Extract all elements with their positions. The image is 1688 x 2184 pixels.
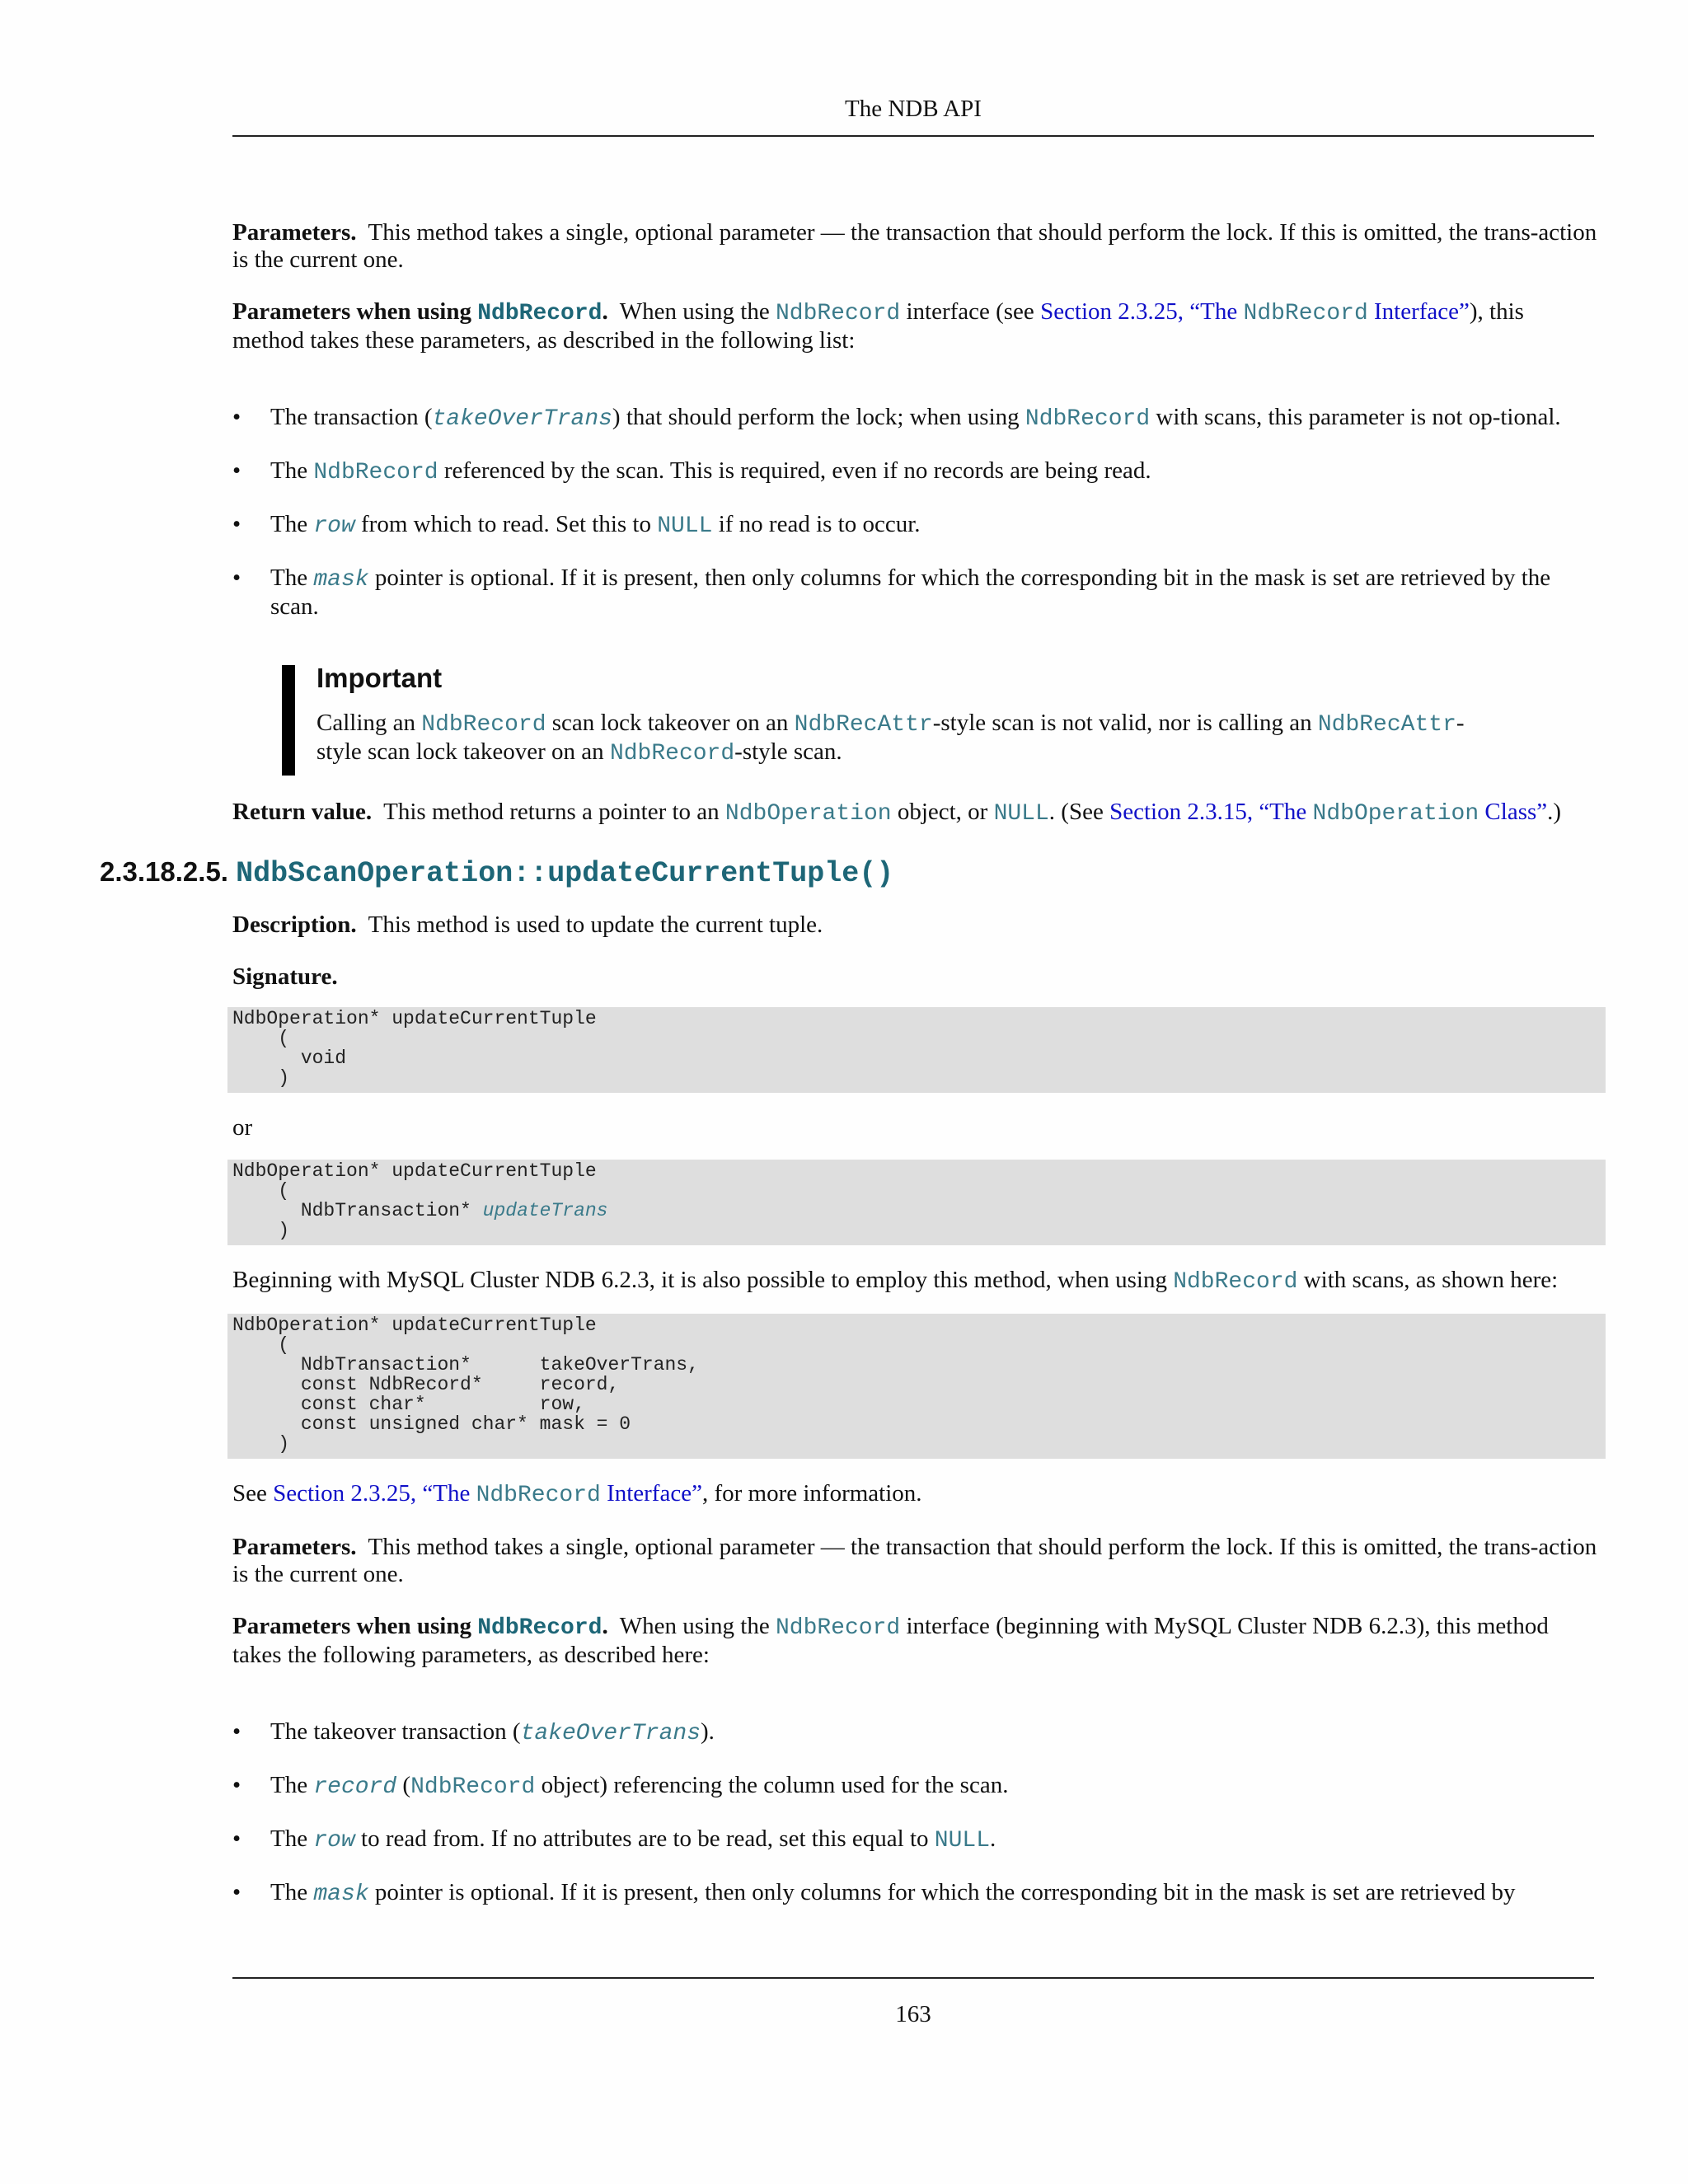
text: with scans, this parameter is not op-tional. (1156, 404, 1561, 430)
text: When using the (619, 298, 770, 325)
text: The (270, 1879, 308, 1905)
spacer (232, 1694, 1601, 1718)
ndbrecord-parameters-paragraph (232, 298, 1601, 354)
list-item (232, 1772, 1601, 1801)
inline-code: NdbRecord (313, 460, 438, 485)
text: object, or (897, 799, 988, 825)
page-number: 163 (895, 2001, 931, 2027)
text: with scans, as shown here: (1303, 1267, 1559, 1293)
list-item (232, 1718, 1601, 1747)
inline-code: NdbRecAttr (794, 712, 933, 738)
footer-rule (232, 1977, 1594, 1979)
link-text[interactable]: Interface” (607, 1480, 702, 1507)
bullet: • (232, 404, 241, 430)
text: from which to read. Set this to (361, 511, 651, 537)
inline-code: NdbRecord (1025, 406, 1151, 432)
important-bar (282, 665, 295, 776)
text: Beginning with MySQL Cluster NDB 6.2.3, it is also possible to employ this method, when using (232, 1267, 1167, 1293)
param-code: mask (313, 567, 369, 593)
text: . (See (1048, 799, 1104, 825)
text: scan lock takeover on an (551, 710, 789, 736)
parameters-text: This method takes a single, optional parameter — the transaction that should perform the lock. If this is omitted, the trans-action is the current one. (232, 1534, 1597, 1587)
see-paragraph (232, 1480, 1601, 1509)
text: The (270, 457, 308, 484)
code-line: ( (232, 1334, 290, 1356)
text: pointer is optional. If it is present, then only columns for which the corresponding bit in the mask is set are retrieved by (374, 1879, 1516, 1905)
text: if no read is to occur. (718, 511, 921, 537)
text: See (232, 1480, 267, 1507)
header-rule (232, 135, 1594, 137)
link-text[interactable]: Section 2.3.25, “The (273, 1480, 471, 1507)
or-paragraph: or (232, 1114, 253, 1141)
text: -style scan. (734, 738, 842, 765)
code-line: NdbOperation* updateCurrentTuple (232, 1008, 597, 1029)
code-block-signature-3 (227, 1314, 1606, 1459)
label-dot: . (602, 298, 608, 325)
inline-code: NdbRecord (609, 741, 735, 766)
label-text: Parameters when using (232, 298, 471, 325)
param-code: row (313, 1828, 355, 1854)
link-code[interactable]: NdbRecord (1243, 301, 1368, 326)
text: The transaction ( (270, 404, 433, 430)
important-heading: Important (316, 663, 443, 693)
text: ) that should perform the lock; when using (612, 404, 1020, 430)
param-code: record (313, 1774, 397, 1800)
text: pointer is optional. If it is present, then only columns for which the corresponding bit in the mask is set are retrieved by the scan. (270, 565, 1551, 620)
description-label: Description. (232, 912, 357, 938)
bullet: • (232, 565, 241, 591)
text: ( (402, 1772, 411, 1798)
parameters-paragraph (232, 219, 1601, 274)
code-param: updateTrans (482, 1200, 608, 1221)
page-content (100, 219, 1601, 1936)
description-text: This method is used to update the current tuple. (368, 912, 823, 938)
parameter-list-2 (232, 1718, 1601, 1908)
code-line: ( (232, 1028, 290, 1049)
section-link-ndbrecord-interface-2[interactable] (273, 1480, 702, 1507)
text: interface (beginning with MySQL Cluster NDB 6.2.3), this method takes the following parameters, as described here: (232, 1613, 1549, 1668)
important-note (282, 662, 1495, 769)
beginning-paragraph (232, 1267, 1601, 1296)
list-item (232, 565, 1601, 621)
signature-paragraph (232, 963, 1601, 991)
code-line: ) (232, 1220, 290, 1241)
param-code: takeOverTrans (432, 406, 612, 432)
text: object) referencing the column used for the scan. (541, 1772, 1009, 1798)
text: interface (see (906, 298, 1034, 325)
code-line: NdbOperation* updateCurrentTuple (232, 1160, 597, 1182)
list-item (232, 1879, 1601, 1908)
link-text[interactable]: Interface” (1374, 298, 1470, 325)
inline-code: NdbOperation (724, 801, 892, 827)
label-text: Parameters when using (232, 1613, 471, 1639)
bullet: • (232, 1772, 241, 1798)
label-code: NdbRecord (477, 301, 603, 326)
ndbrecord-parameters-label (232, 298, 608, 325)
text: This method returns a pointer to an (383, 799, 720, 825)
link-text[interactable]: Class” (1484, 799, 1548, 825)
return-value-label: Return value. (232, 799, 373, 825)
code-line: NdbTransaction* takeOverTrans, (232, 1354, 699, 1376)
text: When using the (619, 1613, 770, 1639)
inline-code: NdbRecord (775, 1615, 901, 1641)
code-line: ) (232, 1067, 290, 1089)
return-value-paragraph (232, 799, 1601, 827)
link-text[interactable]: Section 2.3.15, “The (1109, 799, 1307, 825)
code-line: ( (232, 1180, 290, 1202)
important-text (316, 710, 1495, 767)
spacer (232, 379, 1601, 404)
inline-code: NdbRecord (1173, 1269, 1298, 1295)
signature-label: Signature. (232, 963, 338, 990)
inline-code: NULL (657, 513, 713, 539)
ndbrecord-parameters-label (232, 1613, 608, 1639)
code-line: ) (232, 1433, 290, 1455)
param-code: mask (313, 1882, 369, 1907)
text: referenced by the scan. This is required, even if no records are being read. (443, 457, 1151, 484)
text: The (270, 1772, 308, 1798)
parameters-label: Parameters. (232, 219, 357, 246)
inline-code: NdbRecAttr (1317, 712, 1456, 738)
parameter-list (232, 404, 1601, 621)
list-item (232, 511, 1601, 540)
code-line: const NdbRecord* record, (232, 1374, 620, 1395)
param-code: takeOverTrans (520, 1721, 701, 1746)
text: ), this method takes these parameters, as described in the following list: (232, 298, 1524, 354)
text: to read from. If no attributes are to be read, set this equal to (361, 1825, 929, 1852)
parameters-paragraph-2 (232, 1534, 1601, 1588)
text: -style scan is not valid, nor is calling an (932, 710, 1312, 736)
inline-code: NULL (934, 1828, 990, 1854)
text: , for more information. (701, 1480, 922, 1507)
bullet: • (232, 1825, 241, 1852)
label-dot: . (602, 1613, 608, 1639)
text: -style scan lock takeover on an (316, 710, 1465, 765)
text: The (270, 565, 308, 591)
text: The (270, 511, 308, 537)
inline-code: NdbRecord (410, 1774, 536, 1800)
code-line: void (232, 1047, 347, 1069)
text: The takeover transaction ( (270, 1718, 521, 1745)
section-link-ndboperation-class[interactable] (1109, 799, 1547, 825)
bullet: • (232, 1718, 241, 1745)
code-line: const unsigned char* mask = 0 (232, 1413, 631, 1435)
text: ). (701, 1718, 715, 1745)
text: . (990, 1825, 996, 1852)
inline-code: NULL (993, 801, 1049, 827)
list-item (232, 404, 1601, 433)
label-code: NdbRecord (477, 1615, 603, 1641)
text: .) (1547, 799, 1562, 825)
bullet: • (232, 511, 241, 537)
inline-code: NdbRecord (421, 712, 546, 738)
running-header: The NDB API (845, 96, 982, 122)
code-block-signature-1 (227, 1007, 1606, 1093)
list-item (232, 457, 1601, 486)
section-number: 2.3.18.2.5. (100, 856, 228, 887)
section-heading (100, 855, 1468, 890)
param-code: row (313, 513, 355, 539)
section-link-ndbrecord-interface[interactable] (1040, 298, 1470, 325)
code-line: NdbOperation* updateCurrentTuple (232, 1315, 597, 1336)
code-line: const char* row, (232, 1394, 585, 1415)
code-block-signature-2 (227, 1160, 1606, 1245)
bullet: • (232, 1879, 241, 1905)
link-text[interactable]: Section 2.3.25, “The (1040, 298, 1238, 325)
inline-code: NdbRecord (775, 301, 901, 326)
code-line: NdbTransaction* (232, 1200, 483, 1221)
parameters-text: This method takes a single, optional parameter — the transaction that should perform the lock. If this is omitted, the trans-action is the current one. (232, 219, 1597, 273)
description-paragraph (232, 912, 1601, 939)
list-item (232, 1825, 1601, 1854)
ndbrecord-parameters-paragraph-2 (232, 1613, 1601, 1669)
text: Calling an (316, 710, 416, 736)
text: The (270, 1825, 308, 1852)
link-code[interactable]: NdbRecord (476, 1483, 601, 1508)
bullet: • (232, 457, 241, 484)
parameters-label: Parameters. (232, 1534, 357, 1560)
section-title: NdbScanOperation::updateCurrentTuple() (236, 857, 894, 890)
link-code[interactable]: NdbOperation (1312, 801, 1479, 827)
